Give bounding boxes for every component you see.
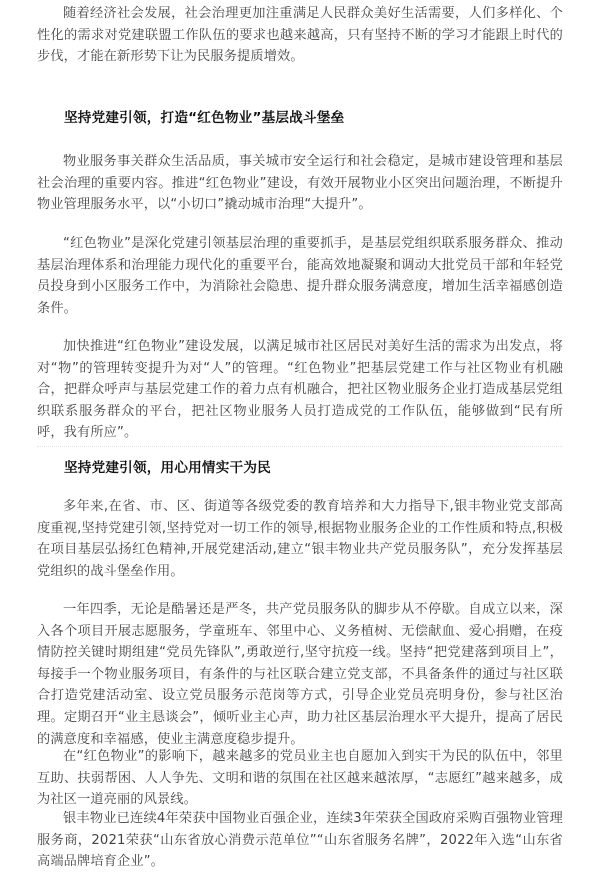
paragraph-red-property-grip: “红色物业”是深化党建引领基层治理的重要抓手，是基层党组织联系服务群众、推动基层治理体系和治理能力现代化的重要平台，能高效地凝聚和调动大批党员干部和年轻党员投身到小区服务工作中，为消除社会隐患、提升群众服务满意度，增加生活幸福感创造条件。 <box>37 236 563 316</box>
paragraph-volunteer-service: 一年四季，无论是酷暑还是严冬，共产党员服务队的脚步从不停歇。自成立以来，深入各个项目开展志愿服务，学童班车、邻里中心、义务植树、无偿献血、爱心捐赠，在疫情防控关键时期组建“党员先锋队”,勇敢逆行,坚守抗疫一线。坚持“把党建落到项目上”，每接手一个物业服务项目，有条件的与社区联合建立党支部，不具备条件的通过与社区联合打造党建活动室、设立党员服务示范岗等方式，引导企业党员亮明身份，参与社区治理。定期召开“业主恳谈会”，倾听业主心声，助力社区基层治理水平大提升，提高了居民的满意度和幸福感，使业主满意度稳步提升。 <box>37 602 563 747</box>
section-divider <box>37 446 563 447</box>
paragraph-community-influence: 在“红色物业”的影响下，越来越多的党员业主也自愿加入到实干为民的队伍中，邻里互助、扶弱帮困、人人争先、文明和谐的氛围在社区越来越浓厚，“志愿红”越来越多，成为社区一道亮丽的风景线。 <box>37 749 563 808</box>
paragraph-awards: 银丰物业已连续4年荣获中国物业百强企业，连续3年荣获全国政府采购百强物业管理服务商，2021荣获“山东省放心消费示范单位”“山东省服务名牌”，2022年入选“山东省高端品牌培育企业”。 <box>37 811 563 870</box>
paragraph-party-branch: 多年来,在省、市、区、街道等各级党委的教育培养和大力指导下,银丰物业党支部高度重视,坚持党建引领,坚持党对一切工作的领导,根据物业服务企业的工作性质和特点,积极在项目基层弘扬红色精神,开展党建活动,建立“银丰物业共产党员服务队”，充分发挥基层党组织的战斗堡垒作用。 <box>37 499 563 579</box>
intro-paragraph: 随着经济社会发展，社会治理更加注重满足人民群众美好生活需要，人们多样化、个性化的需求对党建联盟工作队伍的要求也越来越高，只有坚持不断的学习才能跟上时代的步伐，才能在新形势下让为民服务提质增效。 <box>37 6 563 65</box>
section-heading-serve-people: 坚持党建引领，用心用情实干为民 <box>64 460 271 476</box>
paragraph-accelerate-construction: 加快推进“红色物业”建设发展，以满足城市社区居民对美好生活的需求为出发点，将对“物”的管理转变提升为对“人”的管理。“红色物业”把基层党建工作与社区物业有机融合，把群众呼声与基层党建工作的着力点有机融合，把社区物业服务企业打造成基层党组织联系服务群众的平台，把社区物业服务人员打造成党的工作队伍，能够做到“民有所呼，我有所应”。 <box>37 339 563 441</box>
section-heading-red-property: 坚持党建引领，打造“红色物业”基层战斗堡垒 <box>64 110 345 126</box>
paragraph-property-service: 物业服务事关群众生活品质，事关城市安全运行和社会稳定，是城市建设管理和基层社会治理的重要内容。推进“红色物业”建设，有效开展物业小区突出问题治理，不断提升物业管理服务水平，以“小切口”撬动城市治理“大提升”。 <box>37 154 563 213</box>
